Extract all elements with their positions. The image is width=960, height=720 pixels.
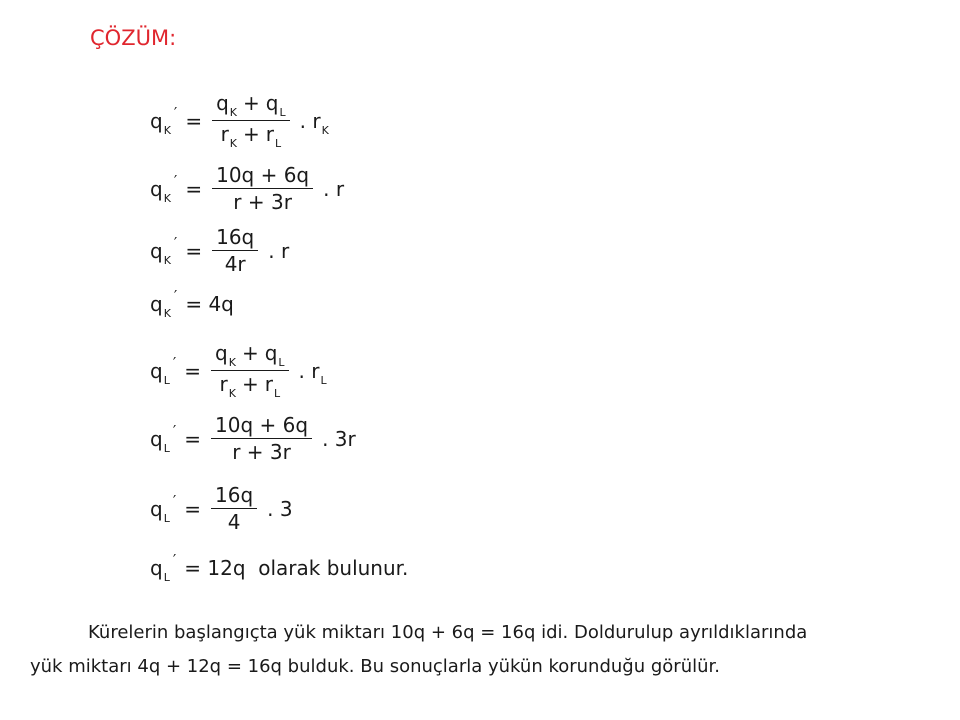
conclusion-paragraph xyxy=(30,616,930,684)
subscript: L xyxy=(273,387,281,400)
lhs-symbol: q xyxy=(150,292,163,316)
lhs-subscript: K xyxy=(163,191,171,205)
lhs-subscript: L xyxy=(163,441,170,455)
lhs-symbol: q xyxy=(150,108,163,133)
fraction xyxy=(212,224,258,277)
paragraph-line-1 xyxy=(30,616,930,650)
multiplier: . r xyxy=(268,238,290,263)
numerator: 16q xyxy=(212,224,258,251)
denominator xyxy=(217,121,286,151)
prime-mark: ′ xyxy=(173,171,178,190)
term: r xyxy=(219,372,228,396)
term: r xyxy=(220,122,229,146)
denominator xyxy=(215,371,284,401)
lhs-variable xyxy=(150,103,178,137)
numerator: 10q + 6q xyxy=(212,162,313,189)
fraction xyxy=(211,340,289,401)
subscript: K xyxy=(229,137,238,150)
equation-3 xyxy=(150,224,289,277)
lhs-symbol: q xyxy=(150,176,163,201)
equals-sign: = xyxy=(185,238,203,263)
denominator: r + 3r xyxy=(232,440,291,464)
lhs-subscript: K xyxy=(163,307,171,320)
lhs-symbol: q xyxy=(150,238,163,263)
multiplier-text: . r xyxy=(298,358,320,383)
plus-sign: + xyxy=(241,341,259,365)
lhs-variable xyxy=(150,491,177,525)
subscript: L xyxy=(320,373,327,387)
prime-mark: ′ xyxy=(172,421,177,440)
equation-7 xyxy=(150,482,293,535)
plus-sign: + xyxy=(241,372,259,396)
subscript: K xyxy=(228,387,236,400)
equals-sign: = xyxy=(184,426,202,451)
prime-mark: ′ xyxy=(173,233,178,252)
equation-6 xyxy=(150,412,356,465)
prime-mark: ′ xyxy=(173,103,178,122)
subscript: L xyxy=(278,356,285,369)
numerator: 10q + 6q xyxy=(211,412,312,439)
subscript: L xyxy=(279,106,286,119)
multiplier-text: . r xyxy=(299,108,321,133)
plus-sign: + xyxy=(243,91,260,115)
lhs-variable xyxy=(150,551,177,584)
numerator xyxy=(211,340,289,371)
lhs-subscript: K xyxy=(163,123,171,137)
lhs-variable xyxy=(150,353,177,387)
numerator xyxy=(212,90,290,121)
equation-2 xyxy=(150,162,344,215)
equation-4 xyxy=(150,287,234,320)
prime-mark: ′ xyxy=(173,287,178,305)
fraction xyxy=(211,412,312,465)
subscript: K xyxy=(229,106,238,119)
equals-sign: = xyxy=(185,108,203,133)
lhs-symbol: q xyxy=(150,358,163,383)
subscript: L xyxy=(275,137,282,150)
multiplier xyxy=(299,108,329,137)
term: q xyxy=(216,91,229,115)
plus-sign: + xyxy=(243,122,260,146)
lhs-subscript: L xyxy=(163,571,170,584)
solution-heading: ÇÖZÜM: xyxy=(90,26,177,50)
term: q xyxy=(265,91,279,115)
equation-1 xyxy=(150,90,329,151)
lhs-variable xyxy=(150,233,178,267)
result-value: = 12q olarak bulunur. xyxy=(184,556,409,580)
equals-sign: = xyxy=(185,176,203,201)
lhs-symbol: q xyxy=(150,496,163,521)
equation-8 xyxy=(150,551,409,584)
subscript: K xyxy=(228,356,236,369)
equation-5 xyxy=(150,340,327,401)
equals-sign: = xyxy=(184,358,202,383)
multiplier: . 3r xyxy=(322,426,356,451)
lhs-symbol: q xyxy=(150,426,163,451)
prime-mark: ′ xyxy=(172,353,177,372)
fraction xyxy=(212,162,313,215)
term: r xyxy=(265,122,275,146)
equals-sign: = xyxy=(184,496,202,521)
lhs-variable xyxy=(150,171,178,205)
denominator: 4 xyxy=(227,510,241,534)
fraction xyxy=(211,482,257,535)
fraction xyxy=(212,90,290,151)
paragraph-text: Kürelerin başlangıçta yük miktarı 10q + 6q = 16q idi. Doldurulup ayrıldıklarında xyxy=(88,622,808,643)
prime-mark: ′ xyxy=(172,551,177,569)
term: r xyxy=(264,372,273,396)
term: q xyxy=(215,341,228,365)
result-value: = 4q xyxy=(185,292,234,316)
numerator: 16q xyxy=(211,482,257,509)
term: q xyxy=(264,341,278,365)
prime-mark: ′ xyxy=(172,491,177,510)
lhs-variable xyxy=(150,287,178,320)
multiplier: . r xyxy=(323,176,345,201)
multiplier xyxy=(298,358,327,387)
denominator: r + 3r xyxy=(233,190,292,214)
lhs-subscript: L xyxy=(163,511,170,525)
lhs-symbol: q xyxy=(150,556,163,580)
lhs-subscript: K xyxy=(163,253,171,267)
paragraph-line-2: yük miktarı 4q + 12q = 16q bulduk. Bu sonuçlarla yükün korunduğu görülür. xyxy=(30,656,720,677)
subscript: K xyxy=(321,123,329,137)
multiplier: . 3 xyxy=(267,496,293,521)
denominator: 4r xyxy=(224,252,246,276)
lhs-variable xyxy=(150,421,177,455)
lhs-subscript: L xyxy=(163,373,170,387)
